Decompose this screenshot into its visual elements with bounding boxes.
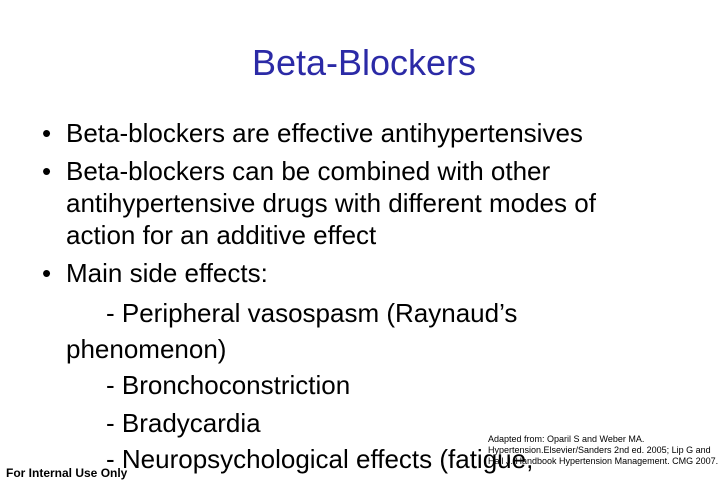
side-effect-item: - Neuropsychological effects (fatigue, [106, 444, 534, 474]
citation-note: Adapted from: Oparil S and Weber MA. Hypertension.Elsevier/Sanders 2nd ed. 2005; Lip G and Hall J. Handbook Hypertension Management. CMG 2007. [488, 434, 719, 466]
side-effect-item: - Bradycardia [106, 408, 261, 438]
bullet-marker: • [42, 118, 52, 148]
bullet-text: Beta-blockers are effective antihypertensives [66, 118, 583, 148]
bullet-text: action for an additive effect [66, 220, 377, 250]
bullet-text: Main side effects: [66, 258, 268, 288]
bullet-text: antihypertensive drugs with different modes of [66, 188, 596, 218]
side-effect-item: - Bronchoconstriction [106, 370, 351, 400]
side-effect-item: - Peripheral vasospasm (Raynaud’s [106, 298, 518, 328]
bullet-marker: • [42, 258, 52, 288]
footer-label: For Internal Use Only [6, 466, 128, 480]
slide-title: Beta-Blockers [251, 42, 477, 83]
bullet-text: Beta-blockers can be combined with other [66, 156, 551, 186]
side-effect-item: phenomenon) [66, 334, 227, 364]
bullet-marker: • [42, 156, 52, 186]
